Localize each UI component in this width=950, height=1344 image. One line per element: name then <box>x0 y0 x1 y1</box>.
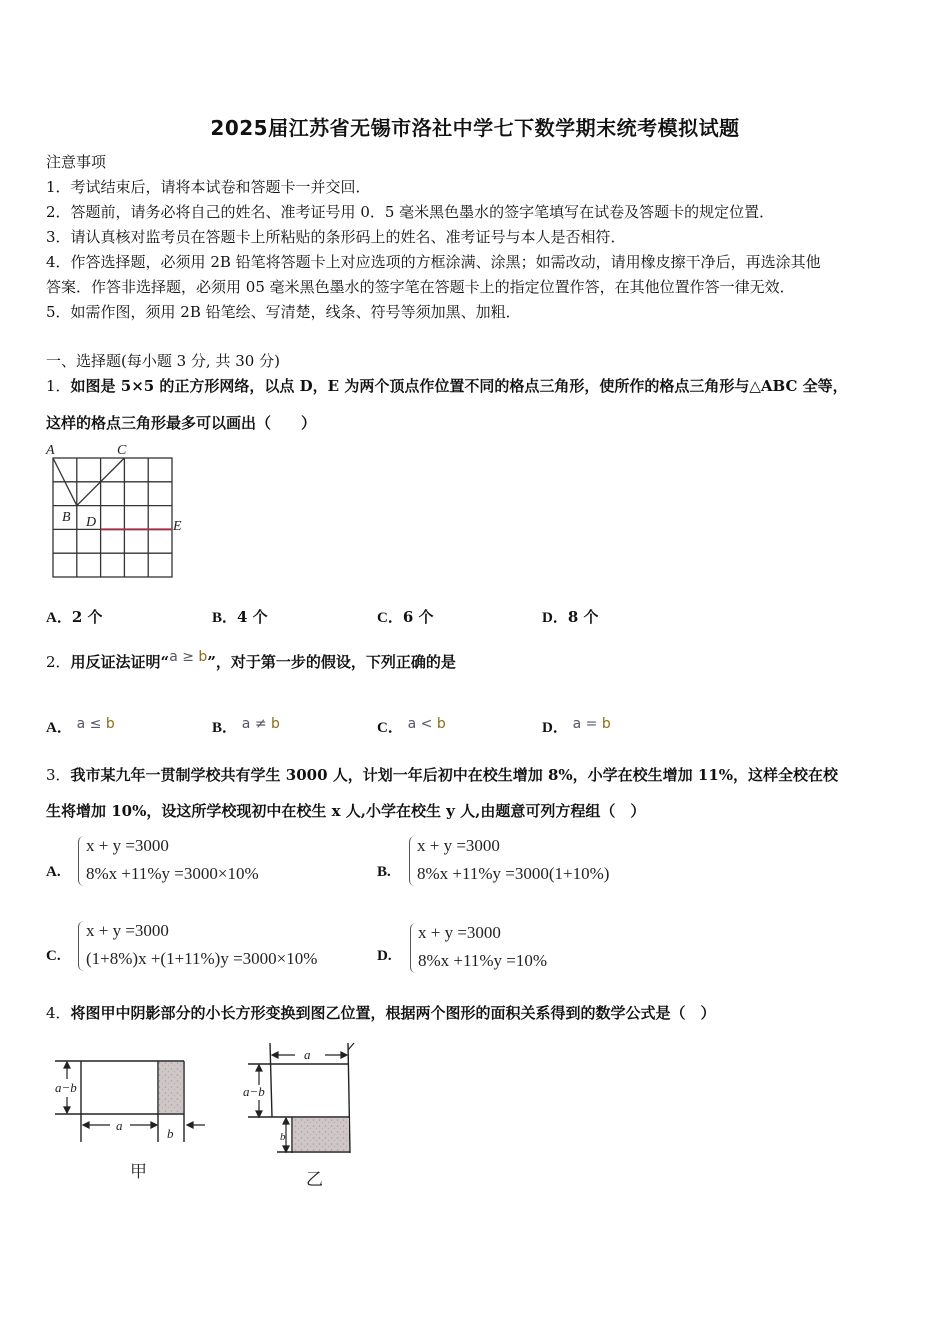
label-b: b <box>280 1131 286 1143</box>
figure-caption-yi: 乙 <box>306 1170 323 1190</box>
point-d-label: D <box>86 515 97 530</box>
notice-item: 4．作答选择题，必须用 2B 铅笔将答题卡上对应选项的方框涂满、涂黑；如需改动，请用橡皮擦干净后，再选涂其他 <box>46 253 821 271</box>
document-title: 2025届江苏省无锡市洛社中学七下数学期末统考模拟试题 <box>210 116 740 140</box>
question-number: 2． <box>46 653 71 671</box>
q3-option-d-label[interactable]: D. <box>377 948 392 964</box>
q3-option-a-label[interactable]: A. <box>46 864 61 880</box>
label-a: a <box>304 1047 311 1062</box>
label-b: b <box>167 1126 174 1141</box>
question-3-text-cont: 生将增加 10%，设这所学校现初中在校生 x 人,小学在校生 y 人,由题意可列方程组（ ） <box>46 802 646 820</box>
brace-icon <box>78 836 85 886</box>
label-a-minus-b: a−b <box>243 1084 265 1099</box>
notice-item: 答案．作答非选择题，必须用 05 毫米黑色墨水的签字笔在答题卡上的指定位置作答，在其他位置作答一律无效． <box>46 278 795 296</box>
question-1-text-cont: 这样的格点三角形最多可以画出（ ） <box>46 414 317 432</box>
point-a-label: A <box>46 443 55 458</box>
question-2-text: 2．用反证法证明“a ≥ b”，对于第一步的假设，下列正确的是 <box>46 649 456 671</box>
q1-option-b[interactable]: B．4 个 <box>212 608 268 626</box>
figure-yi <box>240 1040 370 1190</box>
notice-item: 1．考试结束后，请将本试卷和答题卡一并交回． <box>46 178 371 196</box>
notice-item: 5．如需作图，须用 2B 铅笔绘、写清楚，线条、符号等须加黑、加粗． <box>46 303 521 321</box>
question-number: 3． <box>46 766 71 784</box>
figure-jia <box>50 1055 215 1185</box>
section-heading: 一、选择题(每小题 3 分, 共 30 分) <box>46 352 280 370</box>
label-a: a <box>116 1118 123 1133</box>
label-a-minus-b: a−b <box>55 1080 77 1095</box>
figure-caption-jia: 甲 <box>130 1162 147 1182</box>
q2-option-a[interactable]: A． a ≤ b <box>46 716 115 736</box>
point-b-label: B <box>62 510 71 525</box>
q2-option-b[interactable]: B． a ≠ b <box>212 716 280 736</box>
grid-triangle-figure <box>44 440 184 582</box>
q1-option-a[interactable]: A．2 个 <box>46 608 103 626</box>
notice-heading: 注意事项 <box>46 153 107 171</box>
q1-option-c[interactable]: C．6 个 <box>377 608 434 626</box>
question-1-text: 1．如图是 5×5 的正方形网络，以点 D，E 为两个顶点作位置不同的格点三角形，使所作的格点三角形与△ABC 全等， <box>46 377 848 395</box>
notice-item: 2．答题前，请务必将自己的姓名、准考证号用 0．5 毫米黑色墨水的签字笔填写在试卷及答题卡的规定位置． <box>46 203 775 221</box>
point-e-label: E <box>173 519 182 534</box>
question-number: 1． <box>46 377 71 395</box>
question-3-text: 3．我市某九年一贯制学校共有学生 3000 人，计划一年后初中在校生增加 8%，小学在校生增加 11%，这样全校在校 <box>46 766 839 784</box>
q3-option-b-label[interactable]: B. <box>377 864 391 880</box>
brace-icon <box>409 836 416 886</box>
point-c-label: C <box>117 443 127 458</box>
q2-option-d[interactable]: D． a = b <box>542 716 611 736</box>
math-inline: a ≥ b <box>169 649 208 665</box>
brace-icon <box>78 921 85 971</box>
notice-item: 3．请认真核对监考员在答题卡上所粘贴的条形码上的姓名、准考证号与本人是否相符． <box>46 228 626 246</box>
q1-option-d[interactable]: D．8 个 <box>542 608 599 626</box>
question-number: 4． <box>46 1004 71 1022</box>
q2-option-c[interactable]: C． a < b <box>377 716 446 736</box>
q3-option-c-label[interactable]: C. <box>46 948 61 964</box>
brace-icon <box>410 923 417 973</box>
question-4-text: 4．将图甲中阴影部分的小长方形变换到图乙位置，根据两个图形的面积关系得到的数学公式是（ ） <box>46 1004 716 1022</box>
